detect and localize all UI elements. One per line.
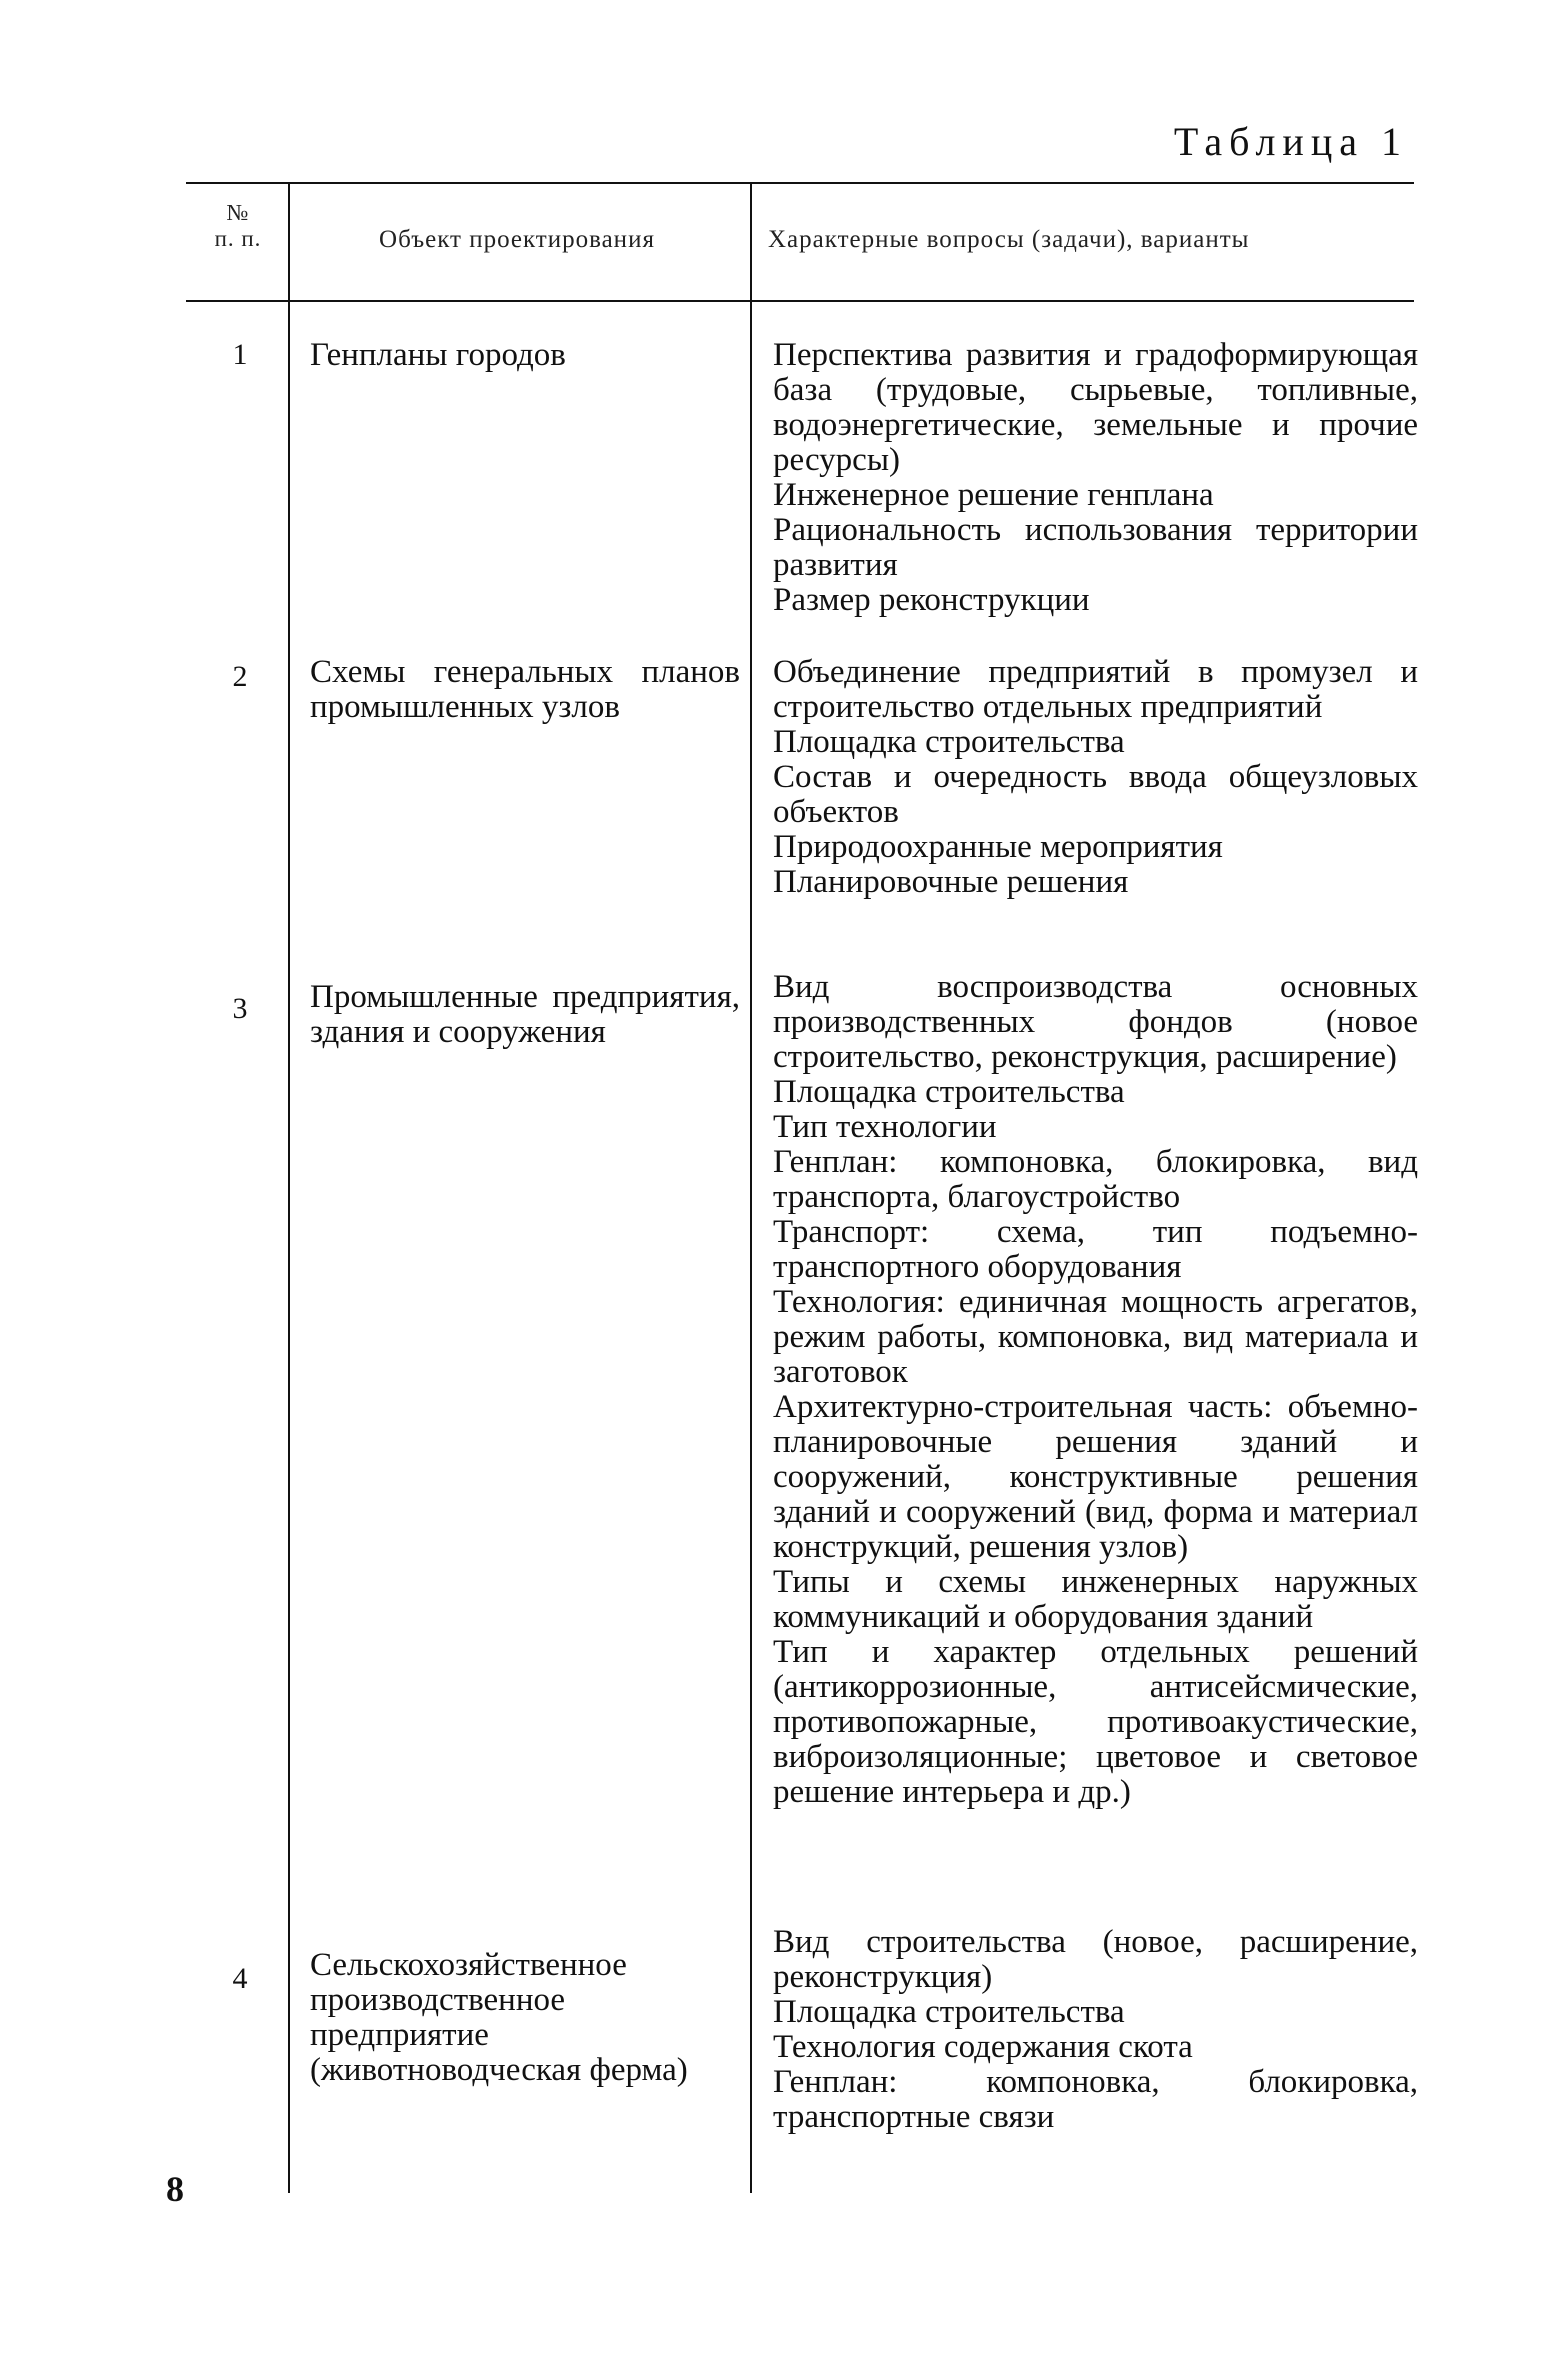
row-number: 1 bbox=[232, 338, 248, 371]
question-item: Вид воспроизводства основных производственных фондов (новое строительство, реконструкция, расширение) bbox=[773, 969, 1418, 1075]
table-caption: Таблица 1 bbox=[1173, 119, 1408, 164]
question-item: Рациональность использования территории развития bbox=[773, 512, 1418, 583]
row-questions bbox=[773, 338, 1418, 618]
header-top-rule bbox=[186, 182, 1414, 184]
question-item: Размер реконструкции bbox=[773, 582, 1090, 618]
row-number: 2 bbox=[232, 660, 248, 693]
row-object: Схемы генеральных планов промышленных узлов bbox=[310, 654, 740, 725]
row-number: 4 bbox=[232, 1962, 248, 1995]
question-item: Генплан: компоновка, блокировка, вид транспорта, благоустройство bbox=[773, 1144, 1418, 1215]
header-bottom-rule bbox=[186, 300, 1414, 302]
question-item: Природоохранные мероприятия bbox=[773, 829, 1223, 865]
header-object: Объект проектирования bbox=[379, 226, 655, 253]
question-item: Технология содержания скота bbox=[773, 2029, 1193, 2065]
question-item: Площадка строительства bbox=[773, 1994, 1125, 2030]
question-item: Технология: единичная мощность агрегатов, режим работы, компоновка, вид материала и заготовок bbox=[773, 1284, 1418, 1390]
question-item: Типы и схемы инженерных наружных коммуникаций и оборудования зданий bbox=[773, 1564, 1418, 1635]
question-item: Площадка строительства bbox=[773, 1074, 1125, 1110]
row-questions bbox=[773, 655, 1418, 900]
question-item: Вид строительства (новое, расширение, реконструкция) bbox=[773, 1924, 1418, 1995]
question-item: Объединение предприятий в промузел и строительство отдельных предприятий bbox=[773, 654, 1418, 725]
page-number: 8 bbox=[166, 2169, 184, 2209]
question-item: Инженерное решение генплана bbox=[773, 477, 1214, 513]
row-questions bbox=[773, 1925, 1418, 2135]
question-item: Состав и очередность ввода общеузловых объектов bbox=[773, 759, 1418, 830]
row-object: Промышленные предприятия, здания и сооружения bbox=[310, 979, 740, 1050]
question-item: Планировочные решения bbox=[773, 864, 1129, 900]
header-number-symbol: № bbox=[226, 200, 250, 225]
question-item: Генплан: компоновка, блокировка, транспортные связи bbox=[773, 2064, 1418, 2135]
header-number-abbr: п. п. bbox=[214, 226, 262, 251]
question-item: Тип и характер отдельных решений (антикоррозионные, антисейсмические, противопожарные, противоакустические, виброизоляционные; цветовое и световое решение интерьера и др.) bbox=[773, 1634, 1418, 1810]
question-item: Тип технологии bbox=[773, 1109, 997, 1145]
header-questions: Характерные вопросы (задачи), варианты bbox=[768, 226, 1250, 253]
row-object: Генпланы городов bbox=[310, 337, 566, 373]
question-item: Транспорт: схема, тип подъемно-транспортного оборудования bbox=[773, 1214, 1418, 1285]
question-item: Площадка строительства bbox=[773, 724, 1125, 760]
header-number bbox=[200, 200, 276, 252]
row-number: 3 bbox=[232, 992, 248, 1025]
row-questions bbox=[773, 970, 1418, 1810]
column-divider-right bbox=[750, 183, 752, 2193]
question-item: Перспектива развития и градоформирующая база (трудовые, сырьевые, топливные, водоэнергетические, земельные и прочие ресурсы) bbox=[773, 337, 1418, 478]
row-object: Сельскохозяйственное производственное предприятие (животноводческая ферма) bbox=[310, 1947, 688, 2088]
question-item: Архитектурно-строительная часть: объемно-планировочные решения зданий и сооружений, конструктивные решения зданий и сооружений (вид, форма и материал конструкций, решения узлов) bbox=[773, 1389, 1418, 1565]
column-divider-left bbox=[288, 183, 290, 2193]
